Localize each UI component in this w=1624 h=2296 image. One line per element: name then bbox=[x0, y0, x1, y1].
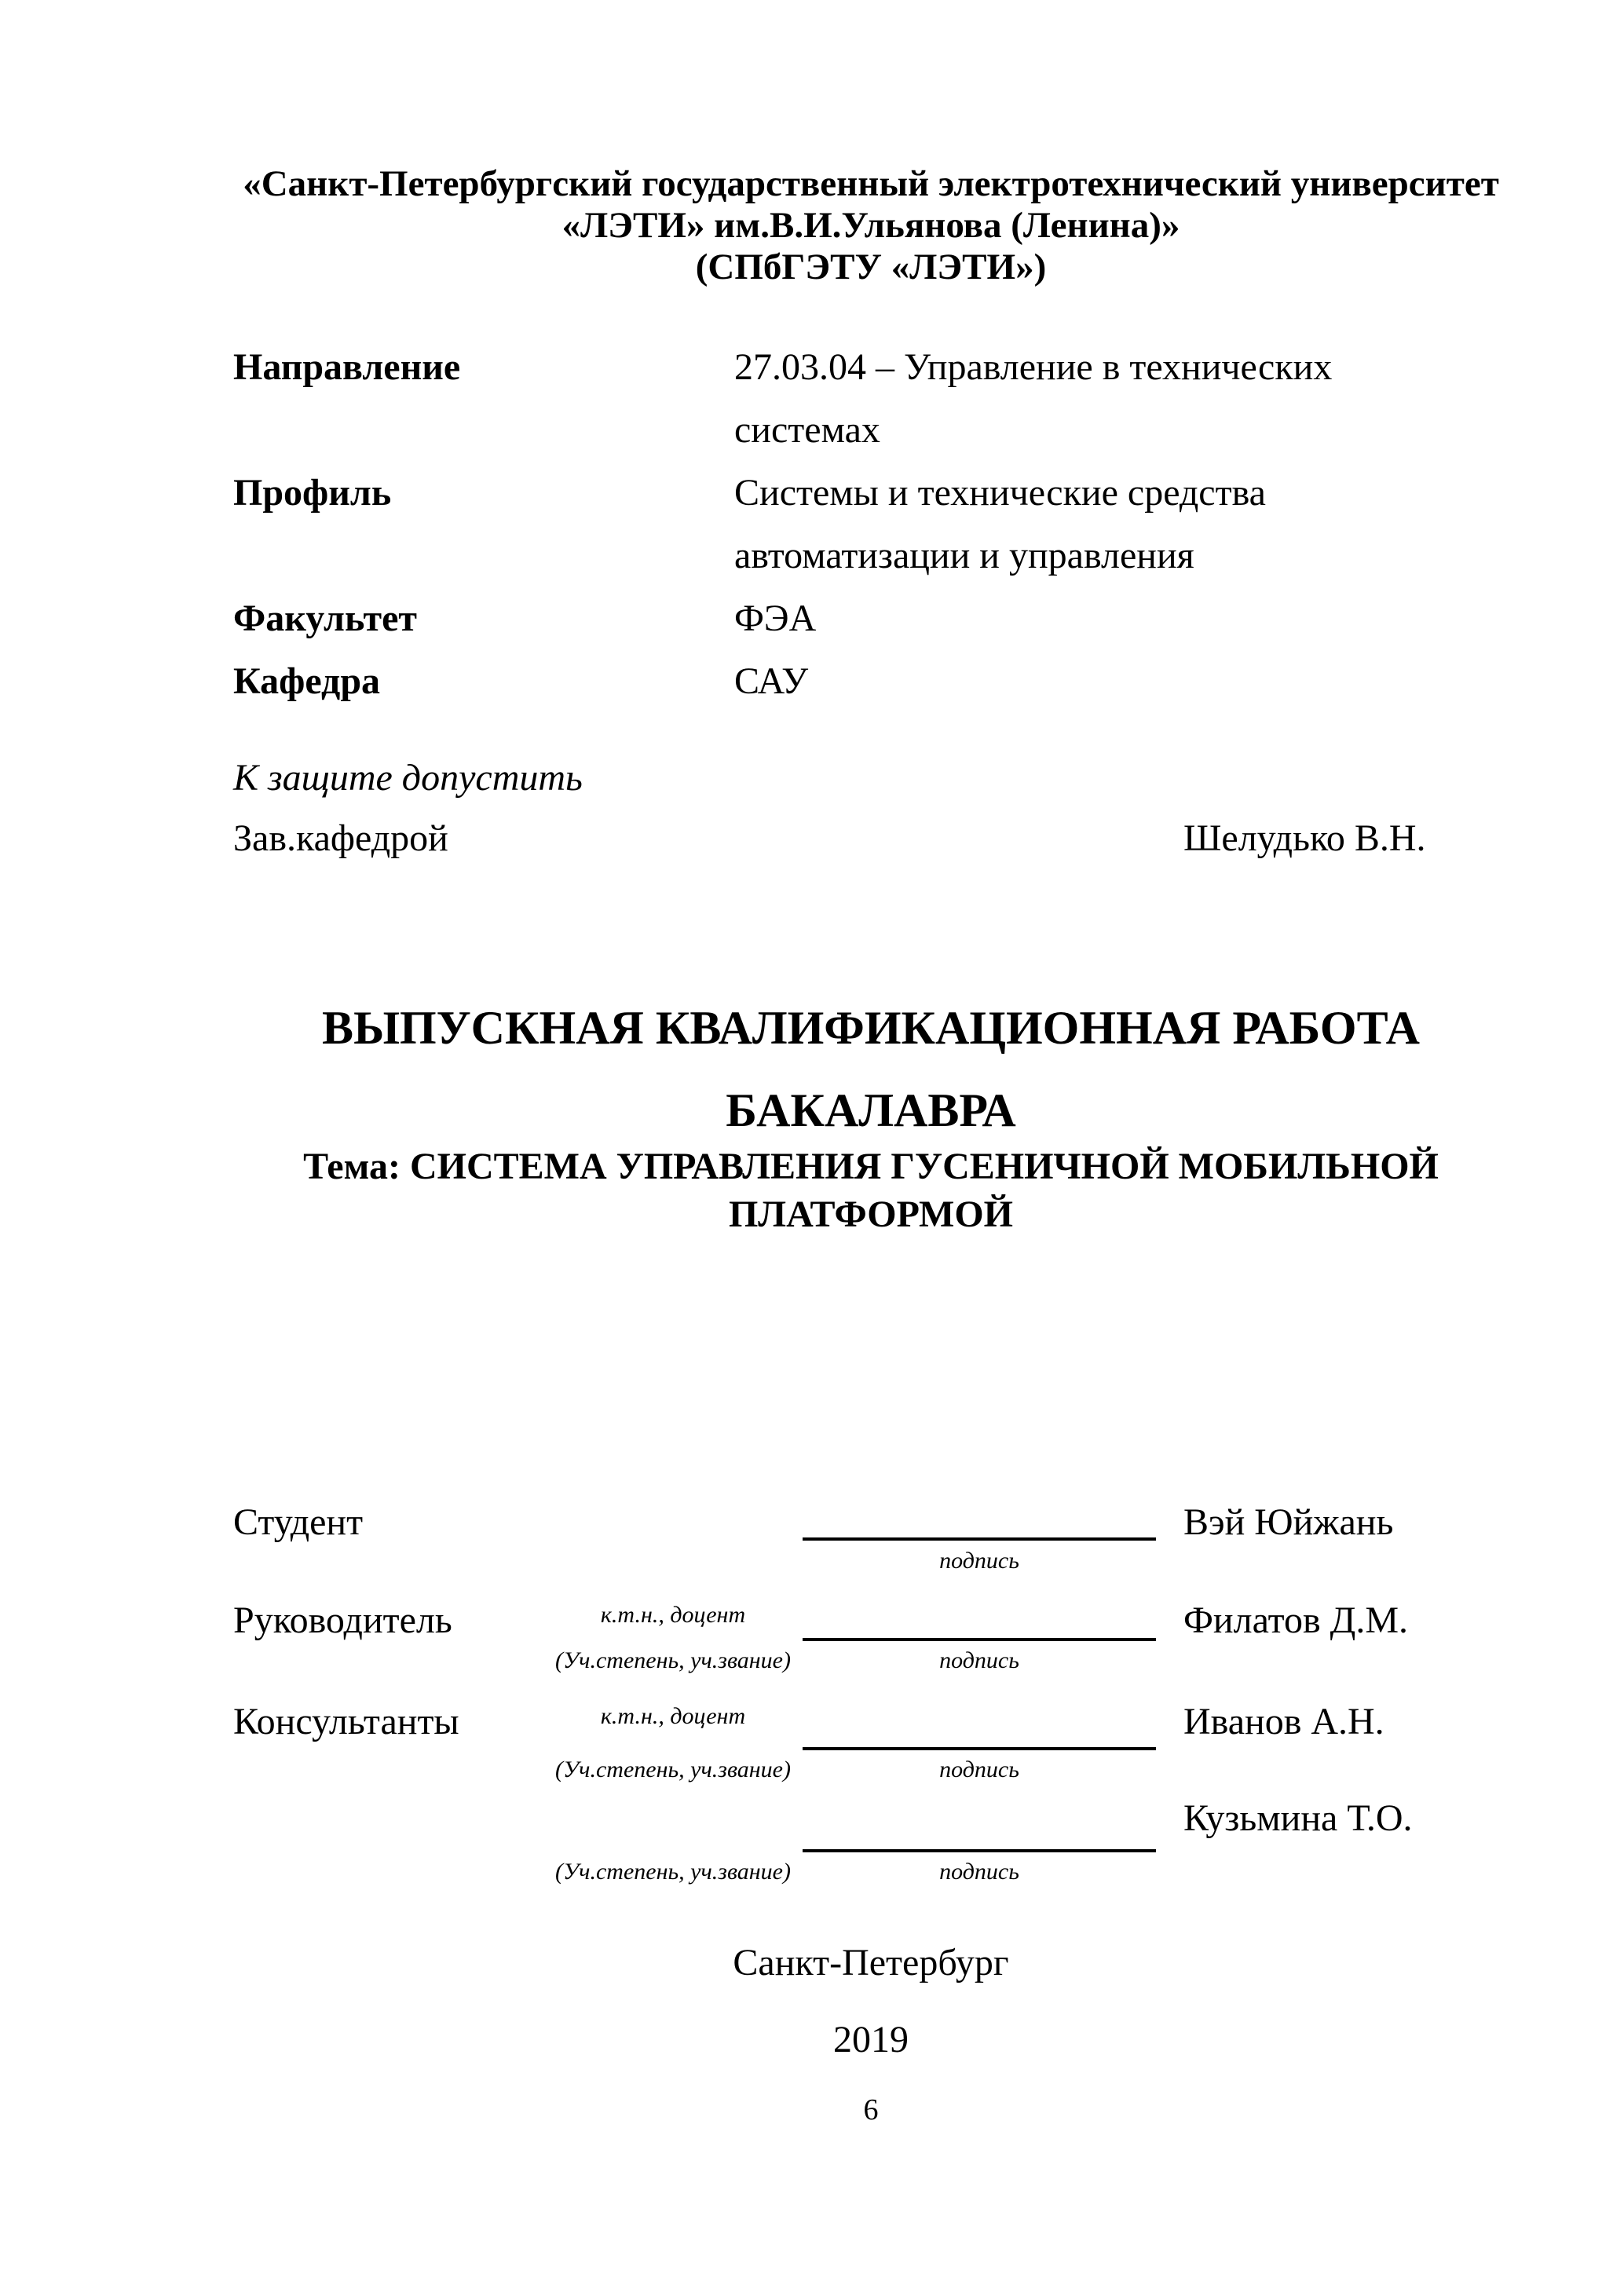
signature-caption: подпись bbox=[939, 1548, 1019, 1574]
info-label-direction: Направление bbox=[233, 346, 461, 388]
admission-role: Зав.кафедрой bbox=[233, 817, 448, 859]
header-line-2: «ЛЭТИ» им.В.И.Ульянова (Ленина)» bbox=[561, 205, 1180, 246]
admission-intro: К защите допустить bbox=[233, 757, 583, 799]
main-title bbox=[232, 1004, 1510, 1135]
info-label-profile: Профиль bbox=[233, 472, 392, 514]
theme-line-2: ПЛАТФОРМОЙ bbox=[728, 1194, 1014, 1235]
theme-block bbox=[232, 1143, 1510, 1238]
signature-caption: подпись bbox=[939, 1859, 1019, 1885]
signature-row-student bbox=[233, 1501, 1510, 1596]
signature-line bbox=[803, 1747, 1156, 1750]
info-label-spacer-2 bbox=[233, 534, 734, 597]
signature-degree: к.т.н., доцент bbox=[600, 1703, 746, 1729]
signature-line bbox=[803, 1537, 1156, 1541]
signature-role: Студент bbox=[233, 1501, 364, 1543]
main-title-line-2: БАКАЛАВРА bbox=[726, 1084, 1016, 1136]
signature-role: Руководитель bbox=[233, 1600, 452, 1641]
signature-name: Кузьмина Т.О. bbox=[1183, 1797, 1413, 1839]
signature-name: Филатов Д.М. bbox=[1183, 1600, 1409, 1641]
signature-degree: к.т.н., доцент bbox=[600, 1602, 746, 1628]
info-value-profile-2: автоматизации и управления bbox=[734, 535, 1194, 576]
info-label-faculty: Факультет bbox=[233, 598, 417, 639]
info-label-department: Кафедра bbox=[233, 660, 381, 702]
university-header bbox=[232, 163, 1510, 288]
header-line-3: (СПбГЭТУ «ЛЭТИ») bbox=[695, 247, 1047, 287]
signature-caption: подпись bbox=[939, 1757, 1019, 1782]
program-info bbox=[233, 345, 1510, 722]
signature-line bbox=[803, 1849, 1156, 1852]
main-title-line-1: ВЫПУСКНАЯ КВАЛИФИКАЦИОННАЯ РАБОТА bbox=[322, 1002, 1420, 1054]
signature-name: Вэй Юйжань bbox=[1183, 1501, 1394, 1543]
info-value-department: САУ bbox=[734, 660, 809, 702]
footer-city: Санкт-Петербург bbox=[733, 1942, 1009, 1983]
header-line-1: «Санкт-Петербургский государственный электротехнический университет bbox=[243, 163, 1499, 204]
signature-degree-caption: (Уч.степень, уч.звание) bbox=[555, 1757, 791, 1782]
signature-degree-caption: (Уч.степень, уч.звание) bbox=[555, 1859, 791, 1885]
admission-name: Шелудько В.Н. bbox=[1183, 817, 1426, 859]
signature-row-supervisor bbox=[233, 1599, 1510, 1695]
signature-line bbox=[803, 1638, 1156, 1641]
info-value-direction-1: 27.03.04 – Управление в технических bbox=[734, 346, 1333, 388]
signature-row-consultant-2 bbox=[233, 1797, 1510, 1892]
info-value-direction-2: системах bbox=[734, 409, 880, 451]
info-value-profile-1: Системы и технические средства bbox=[734, 472, 1266, 514]
info-label-spacer-1 bbox=[233, 408, 734, 471]
admission-row bbox=[233, 817, 1510, 864]
signature-role: Консультанты bbox=[233, 1701, 459, 1742]
footer-year: 2019 bbox=[833, 2019, 909, 2060]
signature-degree-caption: (Уч.степень, уч.звание) bbox=[555, 1647, 791, 1673]
signature-caption: подпись bbox=[939, 1647, 1019, 1673]
signature-name: Иванов А.Н. bbox=[1183, 1701, 1384, 1742]
info-value-faculty: ФЭА bbox=[734, 598, 817, 639]
signature-row-consultant-1 bbox=[233, 1700, 1510, 1796]
page-number: 6 bbox=[863, 2093, 879, 2126]
theme-line-1: Тема: СИСТЕМА УПРАВЛЕНИЯ ГУСЕНИЧНОЙ МОБИЛЬНОЙ bbox=[303, 1146, 1439, 1187]
